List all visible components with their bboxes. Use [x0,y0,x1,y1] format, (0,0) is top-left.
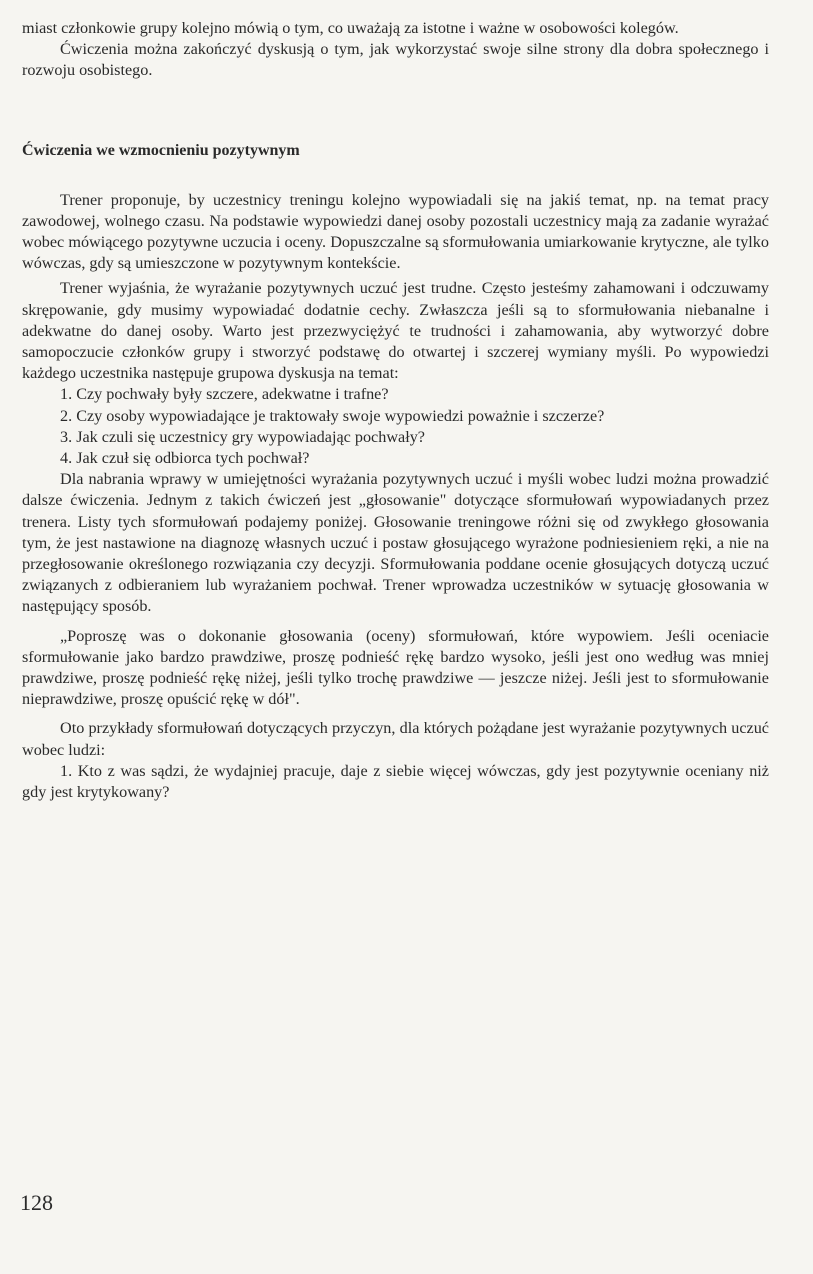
quote-paragraph: „Poproszę was o dokonanie głosowania (oceny) sformułowań, które wypowiem. Jeśli oceniacie sformułowanie jako bardzo prawdziwe, proszę podnieść rękę bardzo wysoko, jeśli jest ono według was mniej prawdziwe, proszę podnieść rękę niżej, jeśli tylko trochę prawdziwe — jeszcze niżej. Jeśli jest to sformułowanie nieprawdziwe, proszę opuścić rękę w dół". [22,626,769,709]
paragraph-voting: Dla nabrania wprawy w umiejętności wyrażania pozytywnych uczuć i myśli wobec ludzi można prowadzić dalsze ćwiczenia. Jednym z takich ćwiczeń jest „głosowanie" dotyczące sformułowań wypowiadanych przez trenera. Listy tych sformułowań podajemy poniżej. Głosowanie treningowe różni się od zwykłego głosowania tym, że jest nastawione na diagnozę własnych uczuć i postaw głosującego wyrażone podniesieniem ręki, a nie na przegłosowanie określonego rozwiązania czy decyzji. Sformułowania poddane ocenie głosujących dotyczą uczuć związanych z odbieraniem lub wyrażaniem pochwał. Trener wprowadza uczestników w sytuację głosowania w następujący sposób. [22,470,769,616]
page-number: 128 [20,1190,53,1215]
example-item: 1. Kto z was sądzi, że wydajniej pracuje, daje z siebie więcej wówczas, gdy jest pozytywnie oceniany niż gdy jest krytykowany? [22,761,769,802]
intro-paragraph: Ćwiczenia można zakończyć dyskusją o tym, jak wykorzystać swoje silne strony dla dobra społecznego i rozwoju osobistego. [22,40,769,80]
question-item: 2. Czy osoby wypowiadające je traktowały swoje wypowiedzi poważnie i szczerze? [60,406,605,425]
question-item: 3. Jak czuli się uczestnicy gry wypowiadając pochwały? [60,427,425,446]
page-body [22,18,769,803]
question-list [22,384,769,469]
paragraph-task: Trener proponuje, by uczestnicy treningu kolejno wypowiadali się na jakiś temat, np. na temat pracy zawodowej, wolnego czasu. Na podstawie wypowiedzi danej osoby pozostali uczestnicy mają za zadanie wyrażać wobec mówiącego pozytywne uczucia i oceny. Dopuszczalne są sformułowania umiarkowanie krytyczne, ale tylko wówczas, gdy są umieszczone w pozytywnym kontekście. [22,190,769,273]
intro-paragraph-continued: miast członkowie grupy kolejno mówią o tym, co uważają za istotne i ważne w osobowości kolegów. [22,19,679,37]
paragraph-explanation: Trener wyjaśnia, że wyrażanie pozytywnych uczuć jest trudne. Często jesteśmy zahamowani i odczuwamy skrępowanie, gdy musimy wypowiadać dodatnie cechy. Zwłaszcza jeśli są to sformułowania niebanalne i adekwatne do danej osoby. Warto jest przezwyciężyć te trudności i zahamowania, aby wytworzyć dobre samopoczucie członków grupy i stworzyć podstawę do otwartej i szczerej wymiany myśli. Po wypowiedzi każdego uczestnika następuje grupowa dyskusja na temat: [22,279,769,383]
examples-intro: Oto przykłady sformułowań dotyczących przyczyn, dla których pożądane jest wyrażanie pozytywnych uczuć wobec ludzi: [22,719,769,759]
question-item: 4. Jak czuł się odbiorca tych pochwał? [60,449,310,468]
section-heading: Ćwiczenia we wzmocnieniu pozytywnym [22,141,300,159]
question-item: 1. Czy pochwały były szczere, adekwatne i trafne? [60,385,389,404]
